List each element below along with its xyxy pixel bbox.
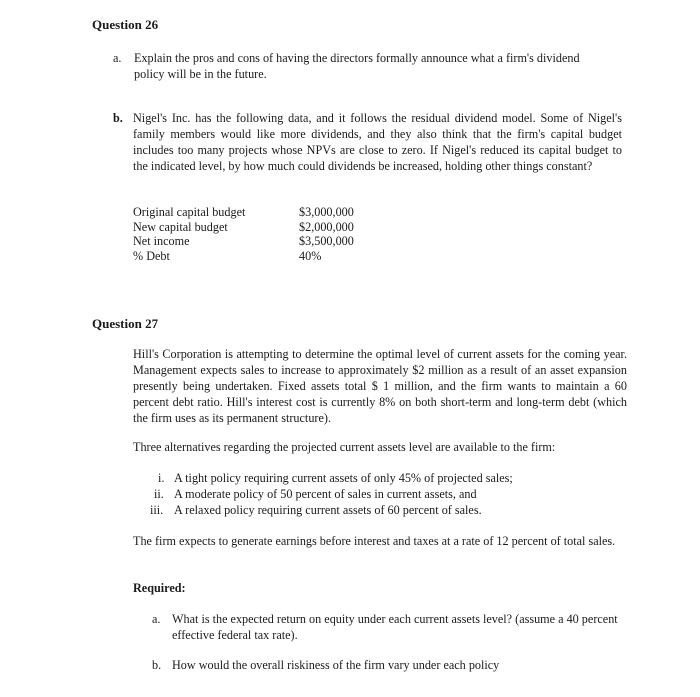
table-row <box>133 234 354 249</box>
table-row <box>133 249 354 264</box>
q27-alt-i-marker: i. <box>158 471 165 485</box>
table-label: New capital budget <box>133 219 228 234</box>
q27-intro-text: Hill's Corporation is attempting to determine the optimal level of current assets for the coming year. Management expects sales to increase to approximately $2 million as a result of an asset expansion presently being undertaken. Fixed assets total $ 1 million, and the firm wants to maintain a 60 percent debt ratio. Hill's interest cost is currently 8% on both short-term and long-term debt (which the firm uses as its permanent structure). <box>133 347 627 425</box>
q27-req-b-marker: b. <box>152 658 162 672</box>
table-value: $3,500,000 <box>299 234 354 248</box>
q26-data-table <box>133 205 354 263</box>
q27-alt-ii-text: A moderate policy of 50 percent of sales in current assets, and <box>174 487 477 501</box>
q27-alt-ii-marker: ii. <box>154 487 164 501</box>
q26-a-marker: a. <box>113 51 122 65</box>
table-value: $3,000,000 <box>299 205 354 219</box>
q27-required-label: Required: <box>133 581 186 595</box>
table-value: 40% <box>299 248 322 263</box>
q27-alt-iii-marker: iii. <box>150 503 164 517</box>
q27-req-a-marker: a. <box>152 612 161 626</box>
q27-req-a-text: What is the expected return on equity under each current assets level? (assume a 40 percent effective federal tax rate). <box>172 612 618 642</box>
q26-a-text: Explain the pros and cons of having the directors formally announce what a firm's dividend policy will be in the future. <box>134 51 580 81</box>
table-value: $2,000,000 <box>299 219 354 234</box>
q27-alt-i-text: A tight policy requiring current assets of only 45% of projected sales; <box>174 471 513 485</box>
q26-b-text: Nigel's Inc. has the following data, and it follows the residual dividend model. Some of Nigel's family members would like more dividends, and they also think that the firm's capital budget includes too many projects whose NPVs are close to zero. If Nigel's reduced its capital budget to the indicated level, by how much could dividends be increased, holding other things constant? <box>133 111 622 173</box>
question-27-title: Question 27 <box>92 316 159 331</box>
q27-alt-iii-text: A relaxed policy requiring current assets of 60 percent of sales. <box>174 503 482 517</box>
table-label: % Debt <box>133 248 170 263</box>
table-row <box>133 205 354 220</box>
question-26-title: Question 26 <box>92 17 159 32</box>
table-label: Net income <box>133 234 190 248</box>
table-row <box>133 220 354 235</box>
q26-b-marker: b. <box>113 111 123 125</box>
q27-earnings-text: The firm expects to generate earnings before interest and taxes at a rate of 12 percent of total sales. <box>133 534 616 548</box>
q27-alternatives-intro: Three alternatives regarding the projected current assets level are available to the firm: <box>133 440 556 454</box>
table-label: Original capital budget <box>133 205 246 219</box>
q27-req-b-text: How would the overall riskiness of the firm vary under each policy <box>172 658 500 672</box>
